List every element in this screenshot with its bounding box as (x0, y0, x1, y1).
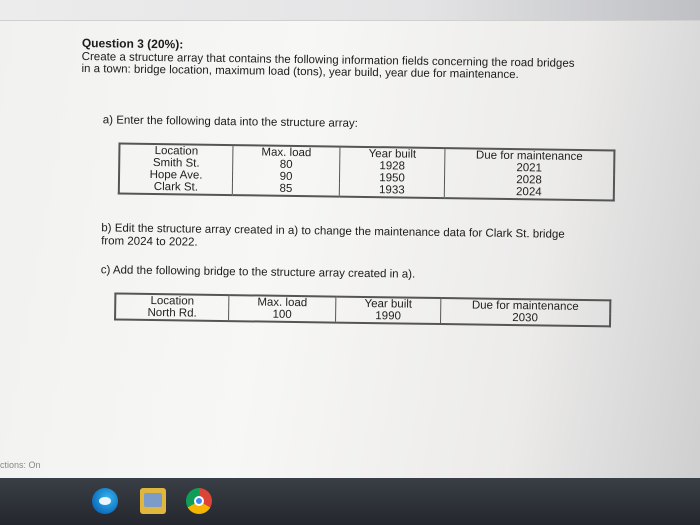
table-cell: 90 (232, 170, 339, 183)
part-a-text: a) Enter the following data into the structure array: (102, 114, 358, 130)
new-bridge-table (114, 292, 611, 327)
chrome-icon[interactable] (186, 488, 212, 514)
table-cell: Smith St. (119, 157, 233, 171)
table-header-cell: Year built (340, 147, 445, 161)
table-header-cell: Year built (336, 297, 441, 311)
edge-icon[interactable] (92, 488, 118, 514)
table-cell: North Rd. (115, 306, 229, 321)
file-explorer-icon[interactable] (140, 488, 166, 514)
question-description: Create a structure array that contains the following information fields concerning the road bridges in a town: bridge location, maximum load (tons), year build, year due for maintenance. (81, 50, 575, 82)
table-cell: 1990 (336, 310, 441, 324)
table-cell: 2021 (445, 161, 615, 175)
document-page (81, 36, 641, 325)
side-status-text: ctions: On (0, 460, 41, 470)
table-header-cell: Location (115, 293, 229, 308)
taskbar (0, 478, 700, 525)
table-cell: Clark St. (119, 181, 233, 196)
table-header-cell: Due for maintenance (441, 298, 611, 313)
table-cell: 1933 (339, 184, 444, 198)
table-header-cell: Max. load (233, 145, 340, 159)
table-header-cell: Max. load (229, 295, 336, 309)
table-cell: 85 (232, 182, 339, 196)
table-cell: 2024 (444, 185, 614, 200)
bridge-data-table (118, 143, 616, 202)
window-top-bar (0, 0, 700, 21)
part-b-text: b) Edit the structure array created in a) to change the maintenance data for Clark St. bridge from 2024 to 2022. (101, 222, 565, 249)
table-cell: 100 (229, 308, 336, 322)
table-header-cell: Due for maintenance (445, 148, 615, 163)
table-cell: 1950 (339, 172, 444, 185)
table-cell: 1928 (340, 160, 445, 173)
part-c-text: c) Add the following bridge to the structure array created in a). (100, 264, 416, 281)
table-cell: 80 (233, 158, 340, 171)
table-cell: 2028 (444, 173, 614, 187)
table-cell: Hope Ave. (119, 169, 233, 183)
table-cell: 2030 (441, 311, 611, 326)
question-title: Question 3 (20%): (81, 36, 184, 52)
table-header-cell: Location (119, 144, 233, 159)
